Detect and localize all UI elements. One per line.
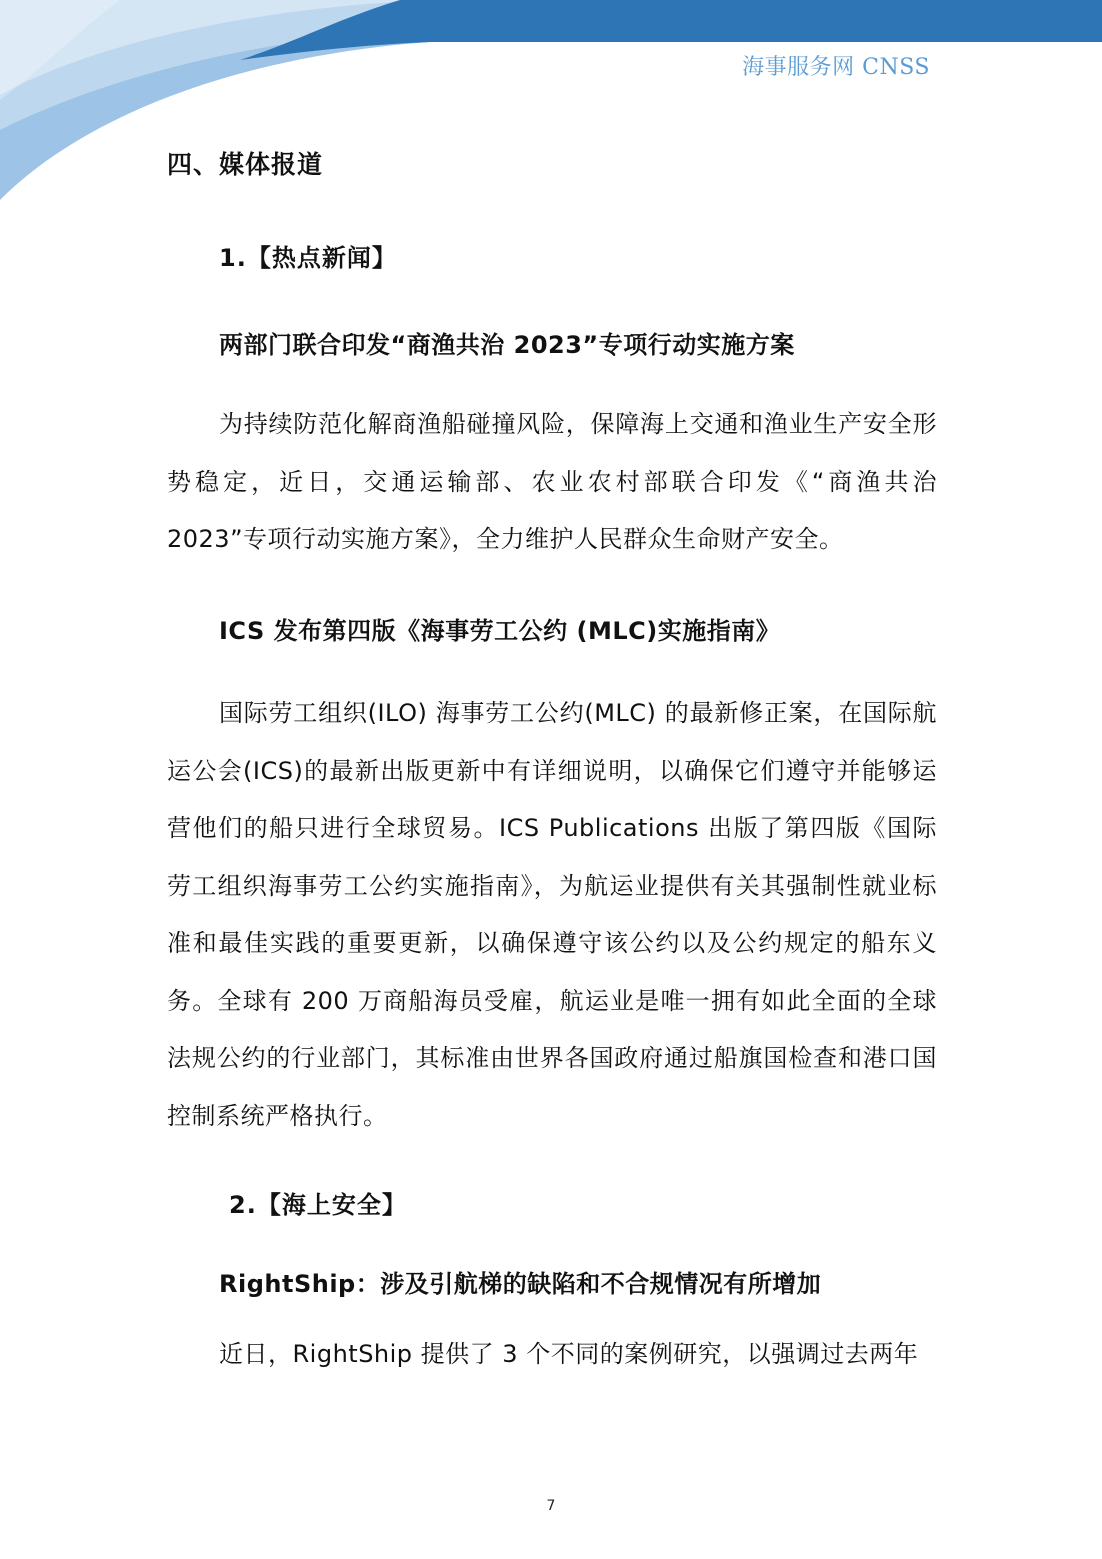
article-body: 国际劳工组织(ILO) 海事劳工公约(MLC) 的最新修正案，在国际航运公会(ICS)的最新出版更新中有详细说明，以确保它们遵守并能够运营他们的船只进行全球贸易。ICS Publications 出版了第四版《国际劳工组织海事劳工公约实施指南》，为航运业提供有关其强制性就业标准和最佳实践的重要更新，以确保遵守该公约以及公约规定的船东义务。全球有 200 万商船海员受雇，航运业是唯一拥有如此全面的全球法规公约的行业部门，其标准由世界各国政府通过船旗国检查和港口国控制系统严格执行。 xyxy=(167,699,937,1130)
category-heading-hot-news: 1.【热点新闻】 xyxy=(219,244,397,272)
article-title: 两部门联合印发“商渔共治 2023”专项行动实施方案 xyxy=(219,331,795,359)
article-title: RightShip：涉及引航梯的缺陷和不合规情况有所增加 xyxy=(219,1270,822,1298)
article-title: ICS 发布第四版《海事劳工公约 (MLC)实施指南》 xyxy=(219,617,781,645)
article-body: 近日，RightShip 提供了 3 个不同的案例研究，以强调过去两年 xyxy=(219,1340,919,1368)
brand-logo-text: 海事服务网 CNSS xyxy=(742,55,930,80)
page-number: 7 xyxy=(546,1498,556,1514)
header-wave-decoration xyxy=(0,0,1102,210)
section-title: 四、媒体报道 xyxy=(167,150,324,179)
category-heading-maritime-safety: 2.【海上安全】 xyxy=(229,1191,407,1219)
article-body: 为持续防范化解商渔船碰撞风险，保障海上交通和渔业生产安全形势稳定，近日，交通运输部、农业农村部联合印发《“商渔共治2023”专项行动实施方案》，全力维护人民群众生命财产安全。 xyxy=(167,410,937,553)
